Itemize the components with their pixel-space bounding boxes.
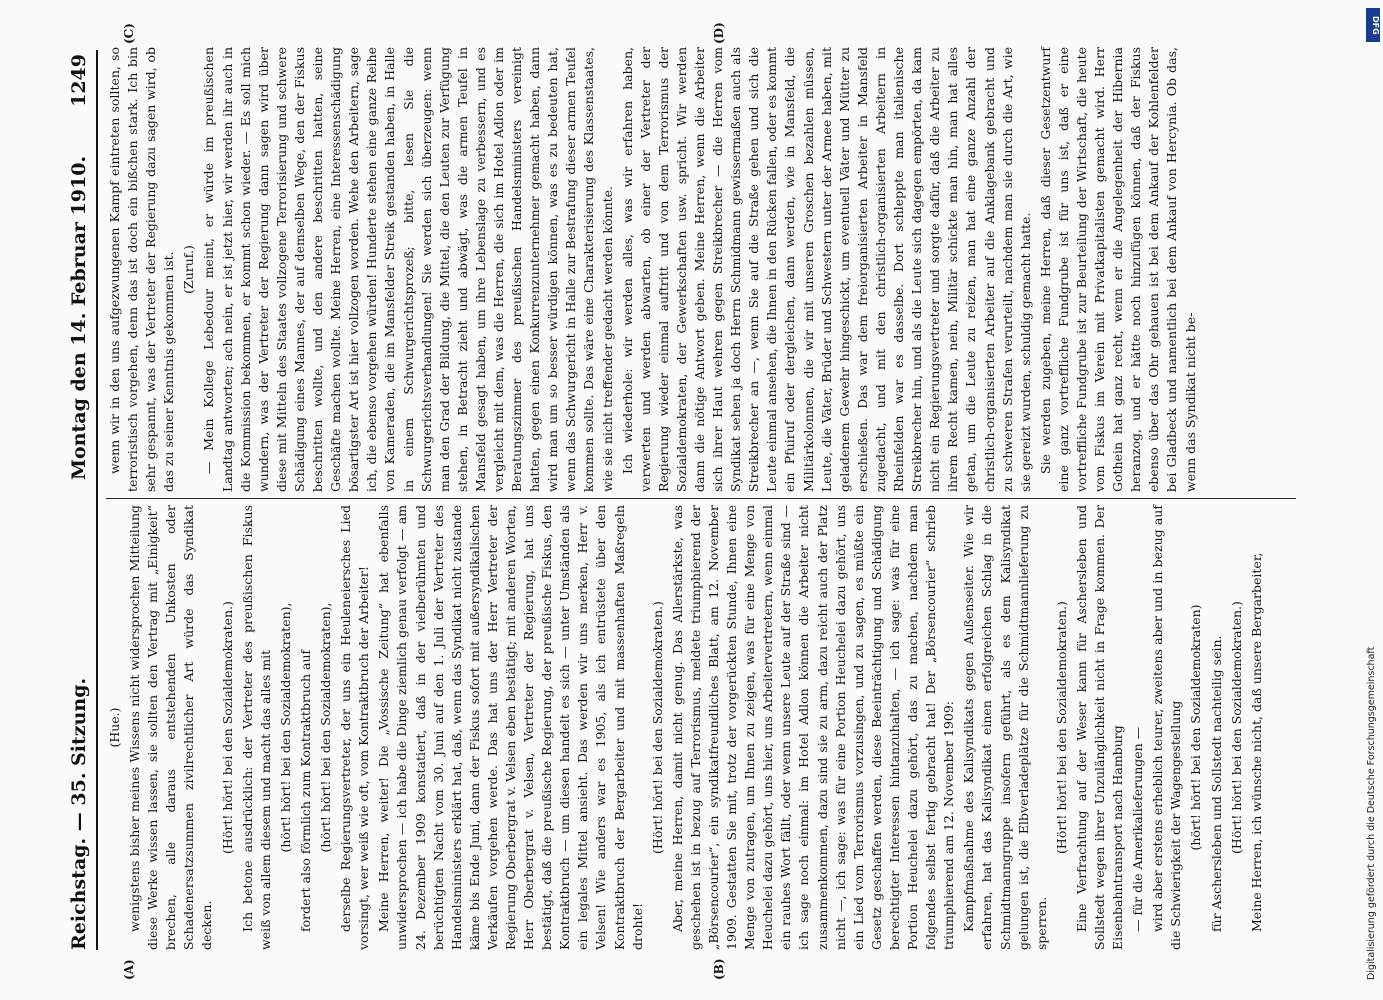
paragraph: Meine Herren, weiter! Die „Vossische Zeitung“ hat ebenfalls unwidersprochen — ich habe die Dinge ziemlich genau verfolgt — am 24. Dezember 1909 konstatiert, daß in der vielberühmten und berüchtigten Nacht vom 30. Juni auf den 1. Juli der Vertreter des Handelsministers erklärt hat, daß, wenn das Syndikat nicht zustande käme bis Ende Juni, dann der Fiskus sofort mit außersyndikalischen Verkäufen vorgehen werde. Das hat uns der Herr Vertreter der Regierung Oberbergrat v. Velsen eben bestätigt; mit anderen Worten, Herr Oberbergrat v. Velsen, Vertreter der Regierung, hat uns bestätigt, daß die preußische Regierung, der preußische Fiskus, den Kontraktbruch — um diesen handelt es sich — unter Umständen als ein legales Mittel ansieht. Das werden wir uns merken, Herr v. Velsen! Wie anders war es 1905, als ich entrüstete über den Kontraktbruch der Bergarbeiter und mit massenhaften Maßregeln drohte! [376,505,645,950]
paragraph: (Zuruf.) [181,245,197,294]
paragraph: Eine Verfrachtung auf der Weser kann für Aschersleben und Sollstedt wegen ihrer Unzulänglichkeit nicht in Frage kommen. Der Eisenbahntransport nach Hamburg [1073,505,1126,950]
paragraph: wenigstens bisher meines Wissens nicht widersprochen Mitteilung diese Werke wissen lassen, sie sollten den Vertrag mit „Einigkeit“ brechen, alle daraus entstehenden Unkosten oder Schadenersatzsummen zivilrechtlicher Art würde das Syndikat decken. [127,505,215,950]
header-center: Montag den 14. Februar 1910. [68,155,90,480]
margin-marker-c: (C) [122,23,136,44]
header-left: Reichstag. — 35. Sitzung. [68,677,90,950]
credit-text: Digitalisierung gefördert durch die Deutsche Forschungsgemeinschaft [1366,646,1377,980]
paragraph: (Hört! hört! bei den Sozialdemokraten.) [1053,601,1069,854]
paragraph: für Aschersleben und Sollstedt nachteilig sein. [1208,635,1224,932]
dfg-logo: DFG [1366,8,1380,42]
paragraph: (Hört! hört! bei den Sozialdemokraten.) [219,601,235,854]
rotated-document-page [62,22,1302,980]
paragraph: Kampfmaßnahme des Kalisyndikats gegen Außenseiter. Wie wir erfahren, hat das Kalisyndikat einen erfolgreichen Schlag in die Schmidtmanngruppe insofern geführt, als es dem Kalisyndikat gelungen ist, die Elbverladeplätze für die Schmidtmannlieferung zu sperren. [961,505,1049,950]
paragraph: (Hört! hört! bei den Sozialdemokraten.) [1228,601,1244,854]
margin-marker-a: (A) [122,959,136,980]
left-text-column [106,505,1268,950]
paragraph: (hört! hört! bei den Sozialdemokraten), [277,602,293,853]
paragraph: Ich betone ausdrücklich: der Vertreter des preußischen Fiskus weiß von allem diesem und macht das alles mit [239,505,273,950]
page-number: 1249 [68,54,90,107]
paragraph: Aber, meine Herren, damit nicht genug. Das Allerstärkste, was geschehen ist in bezug auf Terrorismus, meldete triumphierend der „Börsencourier“, ein syndikatfreundliches Blatt, am 12. November 1909. Gestatten Sie mit, trotz der vorgerückten Stunde, Ihnen eine Menge von zutragen, um Ihnen zu zeigen, was für eine Menge von Heuchelei dazu gehört, uns hier, uns Arbeitervertretern, wenn einmal ein rauhes Wort fällt, oder wenn unsere Leute auf der Straße sind — ich sage noch einmal: im Hotel Adlon können die Arbeiter nicht zusammenkommen, dazu sind sie zu arm, dazu reicht auch der Platz nicht —, ich sage: was für eine Portion Heuchelei dazu gehört, uns ein Lied vom Terrorismus vorzusingen, und zu sagen, es müßte ein Gesetz geschaffen werden, diese Beeinträchtigung und Schädigung berechtigter Interessen hintanzuhalten, — ich sage: was für eine Portion Heuchelei dazu gehört, das zu machen, nachdem man folgendes selbst fertig gebracht hat! Der „Börsencourier“ schrieb triumphierend am 12. November 1909: [669,505,957,950]
paragraph: wird aber erstens erheblich teurer, zweitens aber und in bezug auf die Schwierigkeit der Wagengestellung [1150,505,1184,950]
page-header [62,50,98,950]
paragraph: derselbe Regierungsvertreter, der uns ein Heuleneiersches Lied vorsingt, wer weiß wie oft, vom Kontraktbruch der Arbeiter! [338,505,372,950]
column-divider [106,498,1296,499]
paragraph: Meine Herren, ich wünsche nicht, daß unsere Bergarbeiter, [1248,552,1264,932]
paragraph: (Hört! hört! bei den Sozialdemokraten.) [649,601,665,854]
paragraph: — Mein Kollege Lebedour meint, er würde im preußischen Landtag antworten; ach nein, er ist jetzt hier, wir werden ihr auch in die Kommission bekommen, er kommt schon wieder. — Es soll mich wundern, was der Vertreter der Regierung dann sagen wird über diese mit Mitteln des Staates vollzogene Terrorisierung und schwere Schädigung eines Mannes, der auf demselben Wege, den der Fiskus beschritten wollte, und den andere beschritten hatten, seine Geschäfte machen wollte. Meine Herren, eine Interessenschädigung bösartigster Art ist hier vollzogen worden. Wehe den Arbeitern, sage ich, die ebenso vorgehen würden! Hunderte stehen eine ganze Reihe von Kameraden, die im Mansfelder Streik gestanden haben, in Halle in einem Schwurgerichtsprozeß; bitte, lesen Sie die Schwurgerichtsverhandlungen! Sie werden sich überzeugen: wenn man den Grad der Bildung, die Mittel, die den Leuten zur Verfügung stehen, in Betracht zieht und abwägt, was die armen Teufel in Mansfeld gesagt haben, um ihre Lebenslage zu verbessern, und es vergleicht mit dem, was die Herren, die sich im Hotel Adlon oder im Beratungszimmer des preußischen Handelsministers vereinigt hatten, gegen einen Konkurrenzunternehmer gemacht haben, dann wird man um so besser würdigen können, was es zu bedeuten hat, wenn das Schwurgericht in Halle zur Bestrafung dieser armen Teufel kommen sollte. Das wäre eine Charakterisierung des Klassenstaates, wie sie nicht treffender gedacht werden könnte. [201,47,615,492]
paragraph: (hört! hört! bei den Sozialdemokraten) [1188,604,1204,851]
paragraph: Sie werden zugeben, meine Herren, daß dieser Gesetzentwurf eine ganz vortreffliche Fundgrube ist für uns ist, daß er eine vortreffliche Fundgrube ist zur Beurteilung der Wirtschaft, die heute vom Fiskus im Verein mit Privatkapitalisten gemacht wird. Herr Gothein hat ganz recht, wenn er die Angelegenheit der Hibernia heranzog, und er hätte noch hinzufügen können, daß der Fiskus ebenso über das Ohr gehauen ist bei dem Ankauf der Kohlenfelder bei Gladbeck und namentlich bei dem Ankauf von Hercynia. Ob das, wenn das Syndikat nicht be- [1037,47,1198,492]
digitization-credit [1366,20,1382,980]
paragraph: fordert also förmlich zum Kontraktbruch auf [297,649,313,932]
paragraph: wenn wir in den uns aufgezwungenen Kampf eintreten sollten, so terroristisch vorgehen, denn das ist doch ein bißchen stark. Ich bin sehr gespannt, was der Vertreter der Regierung dazu sagen wird, ob das zu seiner Kenntnis gekommen ist. [107,47,177,492]
right-text-column [106,47,1202,492]
paragraph: Ich wiederhole: wir werden alles, was wir erfahren haben, verwerten und werden abwarten, ob einer der Vertreter der Regierung wieder einmal auftritt und von dem Terrorismus der Sozialdemokraten, der Gewerkschaften usw. spricht. Wir werden dann die nötige Antwort geben. Meine Herren, wenn die Arbeiter sich ihrer Haut wehren gegen Streikbrecher — die Herren vom Syndikat sehen ja doch Herrn Schmidmann gewissermaßen auch als Streikbrecher an —, wenn Sie auf die Straße gehen und sich die Leute einmal ansehen, die Ihnen in den Rücken fallen, oder es kommt ein Pfuiruf oder dergleichen, dann werden, wie in Mansfeld, die Militärkolonnen, die wir mit unseren Groschen bezahlen müssen, Leute, die Väter, Brüder und Schwestern unter der Armee haben, mit geladenem Gewehr hingeschickt, um eventuell Väter und Mütter zu erschießen. Das war dem freiorganisierten Arbeiter in Mansfeld zugedacht, und mit den christlich-organisierten Arbeitern in Rheinfelden war es dasselbe. Dort schleppte man italienische Streikbrecher hin, und als die Leute sich dagegen empörten, da kam nicht ein Regierungsvertreter und sorgte dafür, daß die Arbeiter zu ihrem Recht kamen, nein, Militär schickte man hin, man hat alles getan, um die Leute zu reizen, man hat eine ganze Anzahl der christlich-organisierten Arbeiter auf die Anklagebank gebracht und zu schweren Strafen verurteilt, nachdem man sie durch die Art, wie sie gereizt wurden, schuldig gemacht hatte. [619,47,1033,492]
margin-marker-d: (D) [712,22,726,44]
paragraph: (Hue.) [107,707,122,748]
margin-marker-b: (B) [712,958,726,980]
paragraph: (hört! hört! bei den Sozialdemokraten), [318,602,334,853]
paragraph: — für die Amerikalieferungen — [1130,726,1146,932]
